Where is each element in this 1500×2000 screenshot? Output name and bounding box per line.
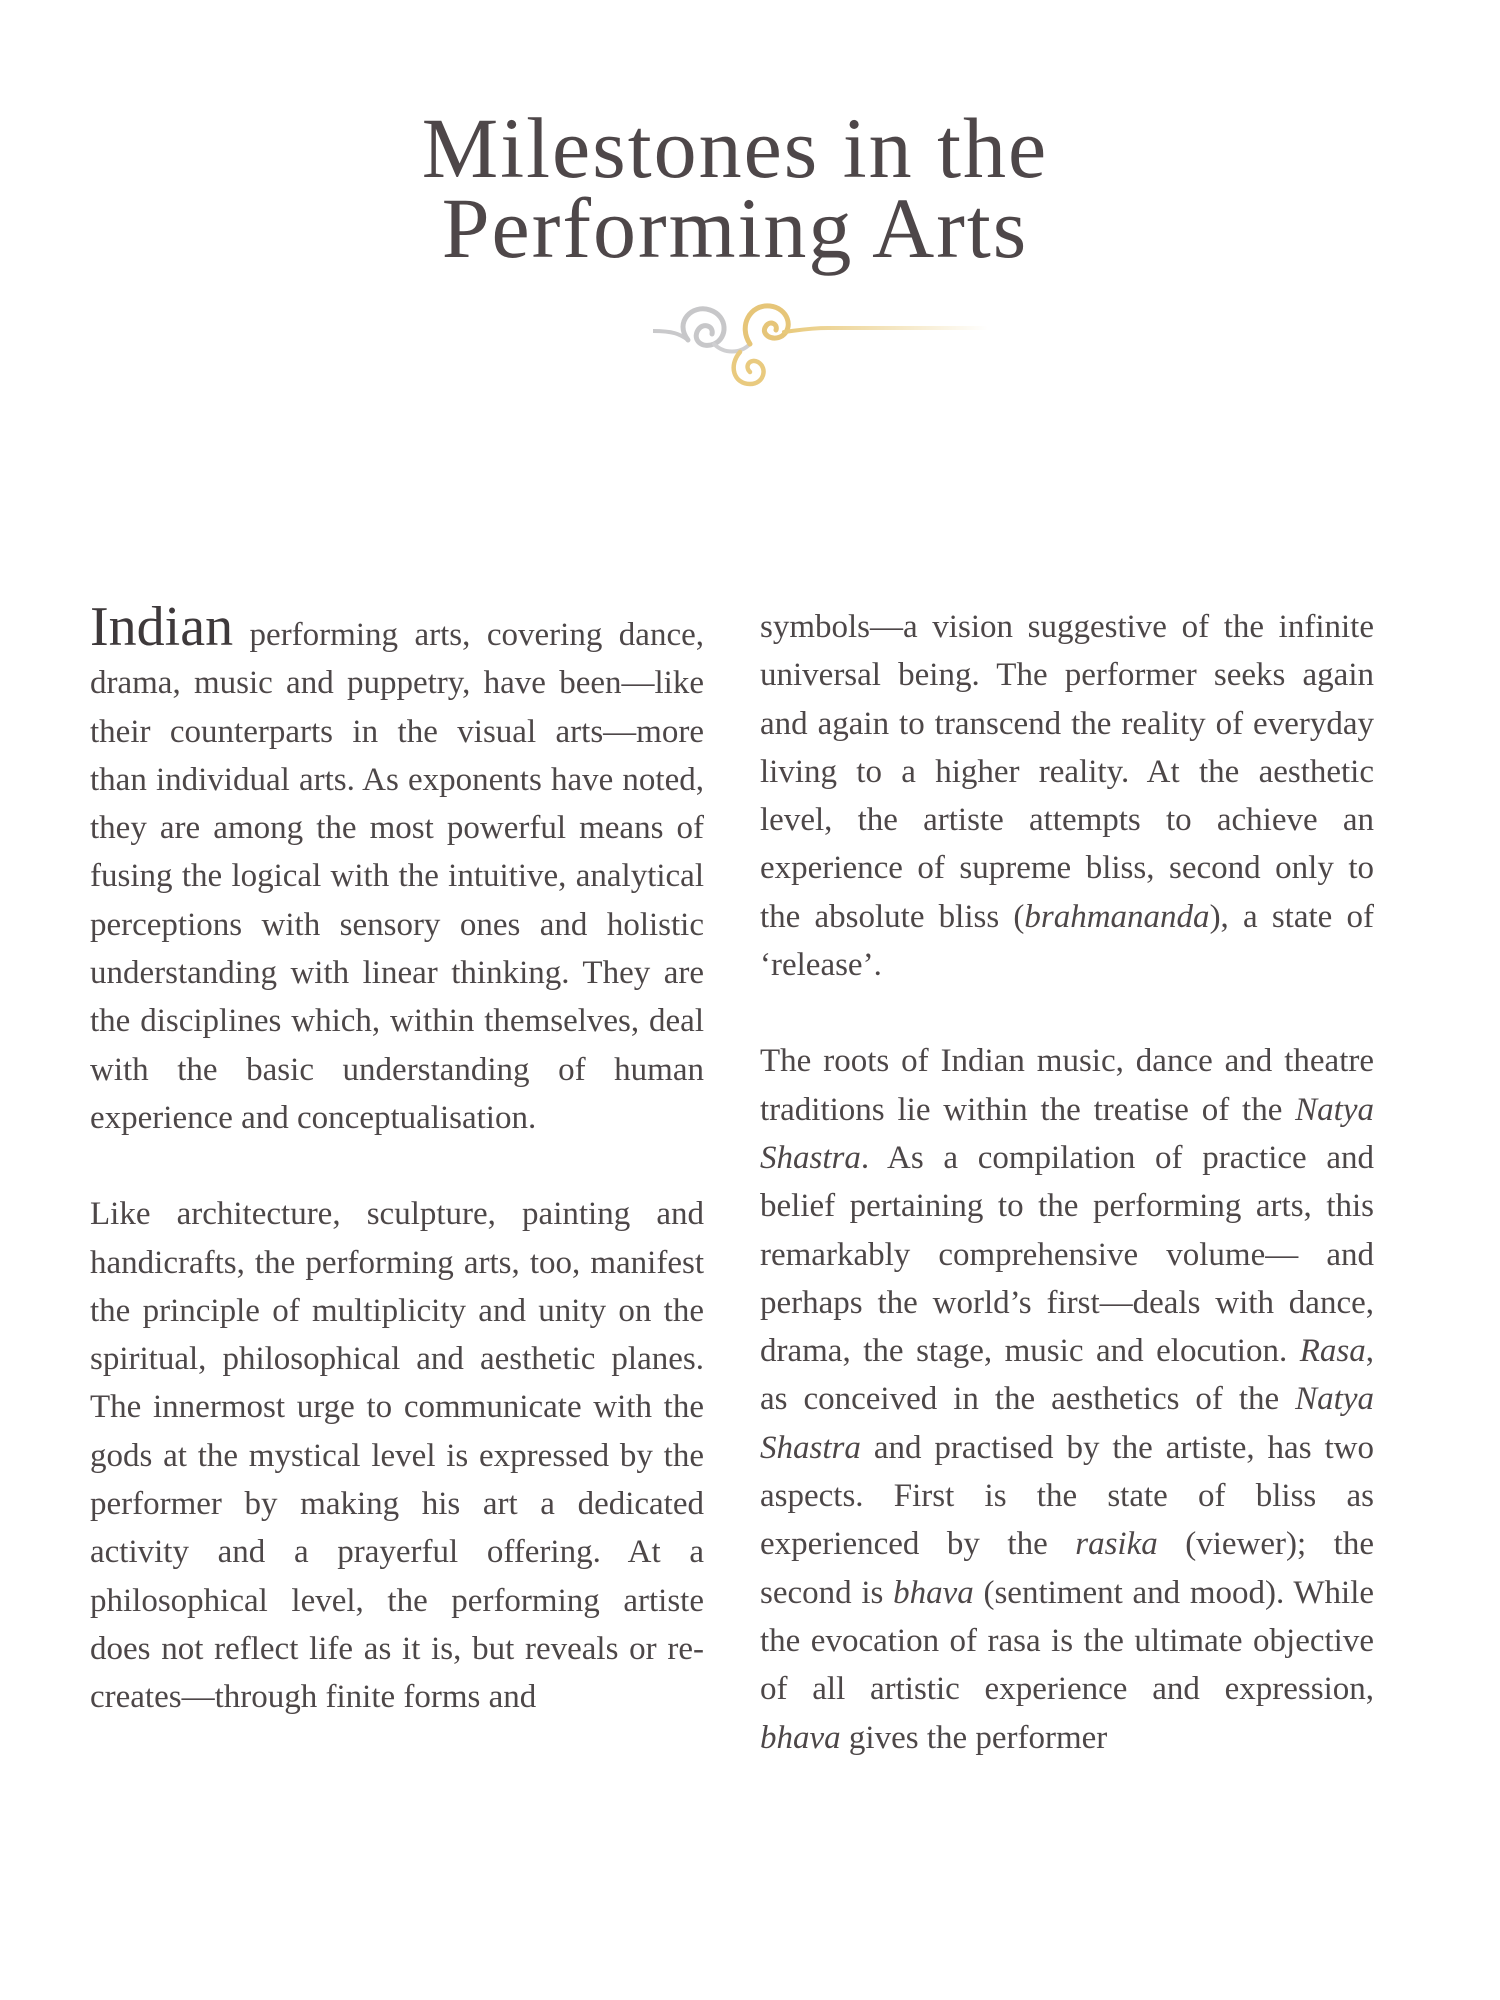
scroll-flourish-icon <box>488 282 988 394</box>
italic-term: Natya Shastra <box>760 1091 1374 1176</box>
paragraph-text: Like architecture, sculpture, painting and handicrafts, the performing arts, too, manifest the principle of multiplicity and unity on the spiritual, philosophical and aesthetic planes. The innermost urge to communicate with the gods at the mystical level is expressed by the performer by making his art a dedicated activity and a prayerful offering. At a philosophical level, the performing artiste does not reflect life as it is, but reveals or re-creates—through finite forms and <box>90 1196 704 1716</box>
title-line-1: Milestones in the <box>421 100 1049 196</box>
paragraph <box>90 1190 704 1721</box>
right-column <box>760 603 1374 1810</box>
text-run: (sentiment and mood). While the evocation of rasa is the ultimate objective of all artistic experience and expression, <box>760 1574 1375 1708</box>
text-run: The roots of Indian music, dance and theatre traditions lie within the treatise of the <box>760 1043 1374 1128</box>
paragraph <box>760 1037 1374 1761</box>
intro-paragraph <box>90 596 704 1142</box>
italic-term: Rasa <box>1299 1333 1366 1370</box>
title-line-2: Performing Arts <box>441 180 1029 276</box>
left-column <box>90 596 704 1770</box>
paragraph <box>760 603 1374 989</box>
italic-term: bhava <box>893 1574 974 1611</box>
text-run: symbols—a vision suggestive of the infinite universal being. The performer seeks again and again to transcend the reality of everyday living to a higher reality. At the aesthetic level, the artiste attempts to achieve an experience of supreme bliss, second only to the absolute bliss ( <box>760 609 1374 935</box>
text-run: (viewer); the second is <box>760 1526 1374 1611</box>
text-run: , as conceived in the aesthetics of the <box>760 1333 1374 1418</box>
page-title <box>0 100 1470 276</box>
text-run: gives the performer <box>840 1719 1108 1756</box>
text-run: . As a compilation of practice and belief pertaining to the performing arts, this remarkably comprehensive volume— and perhaps the world’s first—deals with dance, drama, the stage, music and elocution. <box>760 1139 1374 1370</box>
text-run: and practised by the artiste, has two aspects. First is the state of bliss as experienced by the <box>760 1429 1374 1563</box>
paragraph-text: performing arts, covering dance, drama, music and puppetry, have been—like their counterparts in the visual arts—more than individual arts. As exponents have noted, they are among the most powerful means of fusing the logical with the intuitive, analytical perceptions with sensory ones and holistic understanding with linear thinking. They are the disciplines which, within themselves, deal with the basic understanding of human experience and conceptualisation. <box>90 617 704 1136</box>
lead-word: Indian <box>90 596 234 658</box>
italic-term: brahmananda <box>1024 898 1210 935</box>
italic-term: bhava <box>760 1719 841 1756</box>
italic-term: rasika <box>1075 1526 1158 1563</box>
text-run: ), a state of ‘release’. <box>760 898 1374 984</box>
italic-term: Natya Shastra <box>760 1381 1374 1466</box>
